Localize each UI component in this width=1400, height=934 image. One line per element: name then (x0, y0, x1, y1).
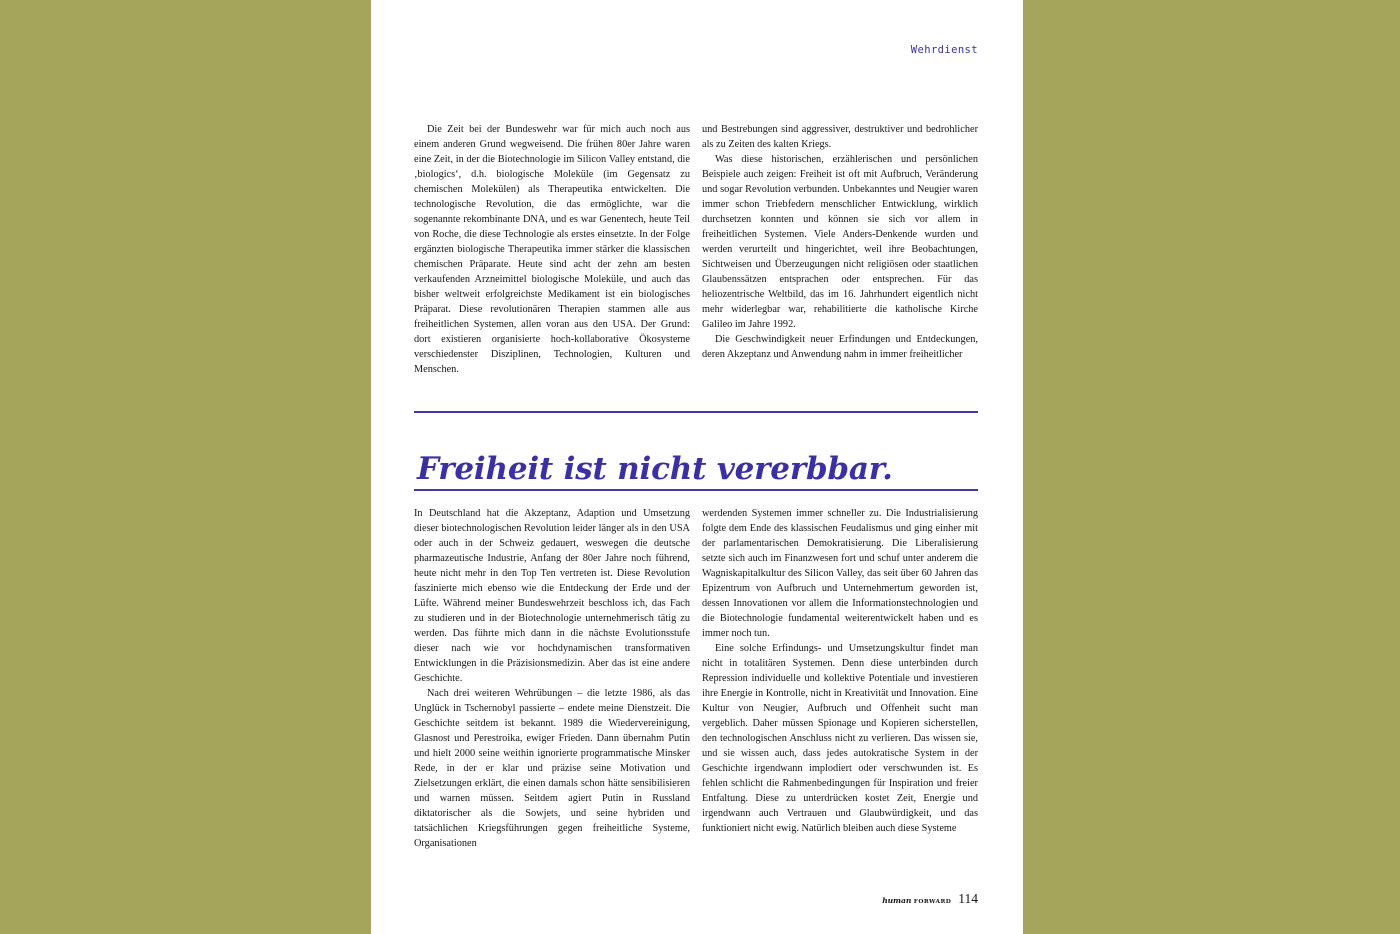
brand-logo-word-forward: FORWARD (913, 899, 952, 905)
bottom-left-column (414, 506, 690, 851)
paragraph: Eine solche Erfindungs- und Umsetzungskultur findet man nicht in totalitären Systemen. Denn diese unterbinden durch Repression individuelle und kollektive Potentiale und investieren ihre Energie in Kontrolle, nicht in Kreativität und Innovation. Eine Kultur von Neugier, Aufbruch und Offenheit sucht man vergeblich. Daher müssen Spionage und Kopieren sicherstellen, den technologischen Anschluss nicht zu verlieren. Das wissen sie, und sie wissen auch, dass jedes autokratische System in der Geschichte irgendwann implodiert oder verschwunden ist. Es fehlen schlicht die Rahmenbedingungen für Inspiration und freier Entfaltung. Diese zu unterdrücken kostet Zeit, Energie und irgendwann auch Vertrauen und Glaubwürdigkeit, und das funktioniert nicht ewig. Natürlich bleiben auch diese Systeme (702, 643, 978, 834)
paragraph: und Bestrebungen sind aggressiver, destruktiver und bedrohlicher als zu Zeiten des kalten Kriegs. (702, 124, 978, 150)
paragraph: Nach drei weiteren Wehrübungen – die letzte 1986, als das Unglück in Tschernobyl passierte – endete meine Dienstzeit. Die Geschichte seitdem ist bekannt. 1989 die Wiedervereinigung, Glasnost und Perestroika, ewiger Frieden. Dann übernahm Putin und hielt 2000 seine weithin ignorierte programmatische Minsker Rede, in der er klar und präzise seine Motivation und Zielsetzungen erklärt, die einen damals schon hätte sensibilisieren und warnen müssen. Seitdem agiert Putin in Russland diktatorischer als die Sowjets, und seine hybriden und tatsächlichen Kriegsführungen gegen freiheitliche Systeme, Organisationen (414, 688, 690, 849)
page-number: 114 (958, 891, 978, 906)
chapter-heading: Freiheit ist nicht vererbbar. (417, 450, 893, 487)
page-content-area (414, 0, 978, 934)
top-right-column (702, 122, 978, 377)
heading-rule-bottom (414, 489, 978, 491)
heading-rule-top (414, 411, 978, 413)
bottom-right-column (702, 506, 978, 851)
paragraph: Was diese historischen, erzählerischen und persönlichen Beispiele auch zeigen: Freiheit ist oft mit Aufbruch, Veränderung und sogar Revolution verbunden. Unbekanntes und Neugier waren immer schon Triebfedern menschlicher Entwicklung, wirklich durchsetzen konnten und können sie sich vor allem in freiheitlichen Systemen. Viele Anders-Denkende wurden und werden verurteilt und hingerichtet, weil ihre Beobachtungen, Sichtweisen und Überzeugungen nicht religiösen oder staatlichen Glaubenssätzen entsprachen oder entsprechen. Für das heliozentrische Weltbild, das im 16. Jahrhundert eigentlich nicht mehr widerlegbar war, rehabilitierte die katholische Kirche Galileo im Jahre 1992. (702, 154, 978, 330)
paragraph: Die Zeit bei der Bundeswehr war für mich auch noch aus einem anderen Grund wegweisend. Die frühen 80er Jahre waren eine Zeit, in der die Biotechnologie im Silicon Valley entstand, die ‚biologics‘, d.h. biologische Moleküle (im Gegensatz zu chemischen Molekülen) als Therapeutika entwickelten. Die technologische Revolution, die das ermöglichte, war die sogenannte rekombinante DNA, und es war Genentech, heute Teil von Roche, die diese Technologie als erstes einsetzte. In der Folge ergänzten biologische Therapeutika immer stärker die klassischen chemischen Präparate. Heute sind acht der zehn am besten verkaufenden Arzneimittel biologische Moleküle, und auch das bisher weltweit erfolgreichste Medikament ist ein biologisches Präparat. Diese revolutionären Therapien stammen alle aus freiheitlichen Systemen, allen voran aus den USA. Der Grund: dort existieren organisierte hoch-kollaborative Ökosysteme verschiedenster Disziplinen, Technologien, Kulturen und Menschen. (414, 124, 690, 375)
paragraph: Die Geschwindigkeit neuer Erfindungen und Entdeckungen, deren Akzeptanz und Anwendung nahm in immer freiheitlicher (702, 334, 978, 360)
top-text-block (414, 122, 978, 377)
running-head: Wehrdienst (910, 44, 978, 56)
brand-logo-word-human: human (882, 896, 912, 905)
bottom-text-block (414, 506, 978, 851)
printed-page-sheet (371, 0, 1023, 934)
top-left-column (414, 122, 690, 377)
brand-logo (882, 896, 951, 905)
paragraph: In Deutschland hat die Akzeptanz, Adaption und Umsetzung dieser biotechnologischen Revolution leider länger als in den USA oder auch in der Schweiz gedauert, weswegen die deutsche pharmazeutische Industrie, Anfang der 80er Jahre noch führend, heute nicht mehr in den Top Ten vertreten ist. Diese Revolution faszinierte mich ebenso wie die Entdeckung der Erde und der Lüfte. Während meiner Bundeswehrzeit beschloss ich, das Fach zu studieren und in der Biotechnologie unternehmerisch tätig zu werden. Das führte mich dann in die nächste Evolutionsstufe dieser nach wie vor hochdynamischen transformativen Entwicklungen in die Präzisionsmedizin. Aber das ist eine andere Geschichte. (414, 508, 690, 684)
paragraph: werdenden Systemen immer schneller zu. Die Industrialisierung folgte dem Ende des klassischen Feudalismus und ging einher mit der parlamentarischen Demokratisierung. Die Liberalisierung setzte sich auch im Finanzwesen fort und schuf unter anderem die Wagniskapitalkultur des Silicon Valley, das seit über 60 Jahren das Epizentrum von Aufbruch und Unternehmertum geworden ist, dessen Innovationen vor allem die Informationstechnologien und die Biotechnologie fundamental weiterentwickelt haben und es immer noch tun. (702, 508, 978, 639)
page-footer (882, 891, 978, 907)
